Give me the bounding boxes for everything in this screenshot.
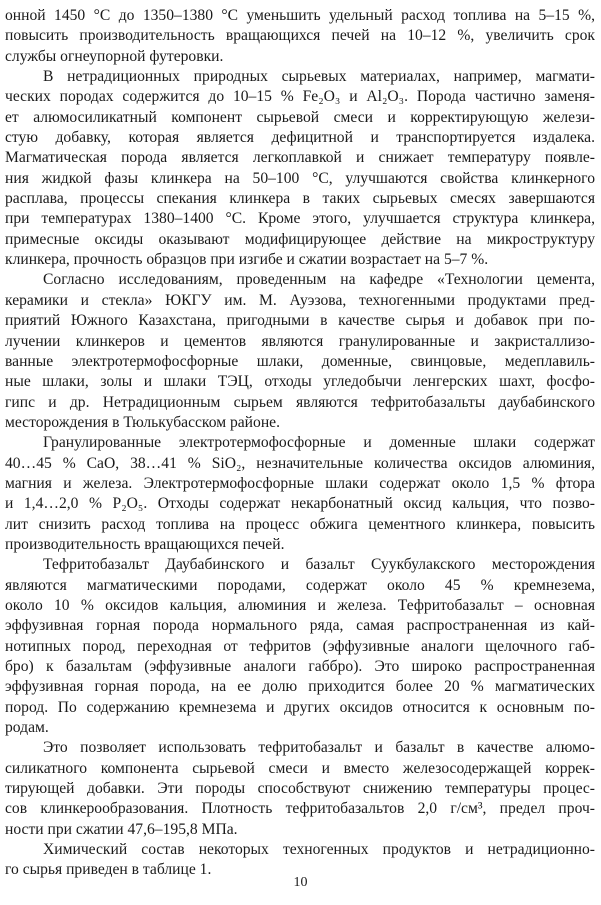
text-line: Химический состав некоторых техногенных продуктов и нетрадиционно-: [43, 841, 595, 859]
text-line: 40…45 % CaO, 38…41 % SiO₂, незначительные количества оксидов алюминия,: [5, 454, 595, 472]
text-line: го сырья приведен в таблице 1.: [5, 861, 212, 879]
text-line: сов клинкерообразования. Плотность тефритобазальтов 2,0 г/см³, предел проч-: [5, 800, 595, 818]
text-line: магния и железа. Электротермофосфорные шлаки содержат около 1,5 % фтора: [5, 474, 595, 492]
text-line: повысить производительность вращающихся печей на 10–12 %, увеличить срок: [5, 27, 595, 45]
body-text: [5, 6, 595, 881]
text-line: нотипных пород, переходная от тефритов (эффузивные аналоги щелочного габ-: [5, 637, 595, 655]
text-line: бро) к базальтам (эффузивные аналоги габбро). Это широко распространенная: [5, 658, 595, 675]
text-line: производительность вращающихся печей.: [5, 535, 285, 553]
text-line: ности при сжатии 47,6–195,8 МПа.: [5, 820, 238, 838]
text-line: гипс и др. Нетрадиционным сырьем являются тефритобазальты даубабинского: [5, 393, 595, 411]
text-line: керамики и стекла» ЮКГУ им. М. Ауэзова, техногенными продуктами пред-: [5, 291, 595, 309]
text-line: Согласно исследованиям, проведенным на кафедре «Технологии цемента,: [43, 271, 595, 289]
text-line: службы огнеупорной футеровки.: [5, 47, 224, 65]
text-line: эффузивная горная порода нормального ряда, самая распространенная из кай-: [5, 617, 595, 635]
text-line: клинкера, прочность образцов при изгибе и сжатии возрастает на 5–7 %.: [5, 251, 489, 269]
text-line: ния жидкой фазы клинкера на 50–100 °С, улучшаются свойства клинкерного: [5, 169, 595, 187]
text-line: около 10 % оксидов кальция, алюминия и железа. Тефритобазальт – основная: [5, 596, 595, 614]
text-line: являются магматическими породами, содержат около 45 % кремнезема,: [5, 576, 595, 594]
text-line: лит снизить расход топлива на процесс обжига цементного клинкера, повысить: [5, 515, 595, 533]
text-line: пород. По содержанию кремнезема и других оксидов относится к основным по-: [5, 698, 595, 716]
text-line: Это позволяет использовать тефритобазальт и базальт в качестве алюмо-: [43, 739, 595, 757]
text-line: при температурах 1380–1400 °С. Кроме этого, улучшается структура клинкера,: [5, 210, 595, 228]
text-line: лучении клинкеров и цементов являются гранулированные и закристаллизо-: [5, 332, 595, 350]
text-line: примесные оксиды оказывают модифицирующее действие на микроструктуру: [5, 230, 595, 248]
text-line: стую добавку, которая является дефицитной и транспортируется издалека.: [5, 129, 595, 147]
text-line: месторождения в Тюлькубасском районе.: [5, 413, 280, 431]
text-line: В нетрадиционных природных сырьевых материалах, например, магмати-: [43, 68, 595, 86]
text-line: ные шлаки, золы и шлаки ТЭЦ, отходы угледобычи ленгерских шахт, фосфо-: [5, 373, 595, 391]
page-number: 10: [293, 875, 308, 890]
text-line: тирующей добавки. Эти породы способствуют снижению температуры процес-: [5, 780, 595, 798]
text-line: ет алюмосиликатный компонент сырьевой смеси и корректирующую желези-: [5, 108, 595, 126]
text-line: и 1,4…2,0 % P₂O₅. Отходы содержат некарбонатный оксид кальция, что позво-: [5, 495, 595, 513]
text-line: родам.: [5, 719, 49, 737]
text-line: Магматическая порода является легкоплавкой и снижает температуру появле-: [5, 149, 595, 167]
text-line: онной 1450 °С до 1350–1380 °С уменьшить удельный расход топлива на 5–15 %,: [5, 7, 595, 24]
text-line: силикатного компонента сырьевой смеси и вместо железосодержащей коррек-: [5, 759, 595, 777]
text-line: расплава, процессы спекания клинкера в таких сырьевых смесях завершаются: [5, 190, 595, 208]
text-line: Гранулированные электротермофосфорные и доменные шлаки содержат: [43, 434, 595, 452]
text-line: ванные электротермофосфорные шлаки, доменные, свинцовые, медеплавиль-: [5, 352, 595, 370]
text-line: приятий Южного Казахстана, пригодными в качестве сырья и добавок при по-: [5, 312, 595, 330]
text-line: Тефритобазальт Даубабинского и базальт Суукбулакского месторождения: [43, 556, 595, 574]
text-line: ческих породах содержится до 10–15 % Fe₂O₃ и Al₂O₃. Порода частично заменя-: [5, 88, 595, 106]
text-line: эффузивная горная порода, на ее долю приходится более 20 % магматических: [5, 678, 595, 696]
